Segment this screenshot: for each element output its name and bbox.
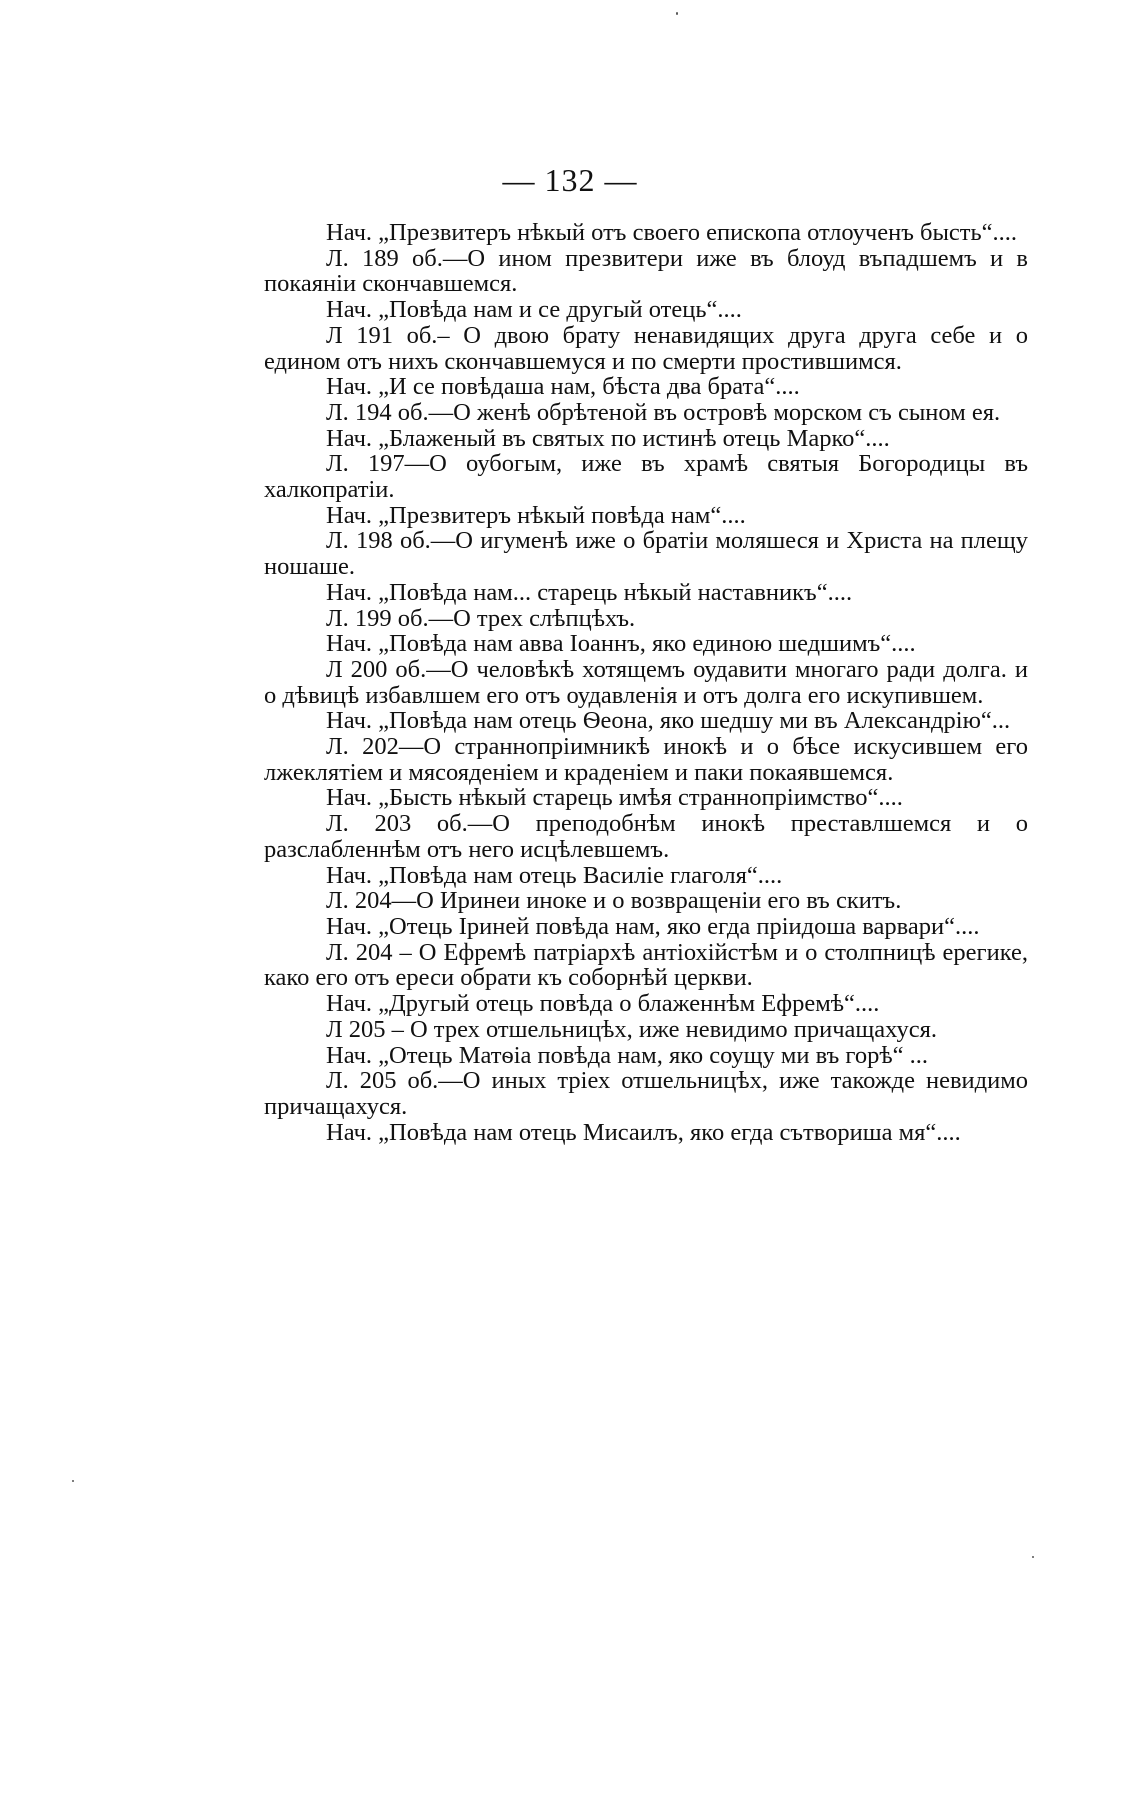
- paragraph: Л. 204 – О Ефремѣ патріархѣ антіохійстѣм и о столпницѣ ерегике, како его отъ ереси обрати къ соборнѣй церкви.: [264, 938, 1028, 992]
- paragraph: Нач. „Отець Іриней повѣда нам, яко егда пріидоша варвари“....: [326, 912, 980, 940]
- paragraph: Л. 202—О страннопріимникѣ инокѣ и о бѣсе искусившем его лжеклятіем и мясояденіем и краденіем и паки покаявшемся.: [264, 733, 1028, 786]
- paragraph: Л. 203 об.—О преподобнѣм инокѣ преставлшемся и о разслабленнѣм отъ него исцѣлевшемъ.: [264, 810, 1028, 863]
- scan-speck: [676, 12, 678, 15]
- paragraph: Л. 205 об.—О иных тріех отшельницѣх, иже такожде невидимо причащахуся.: [264, 1067, 1028, 1120]
- paragraph: Л. 194 об.—О женѣ обрѣтеной въ островѣ морском съ сыном ея.: [326, 398, 1001, 426]
- paragraph: Нач. „Повѣда нам... старець нѣкый наставникъ“....: [326, 578, 853, 606]
- paragraph: Нач. „Бысть нѣкый старець имѣя страннопріимство“....: [326, 784, 903, 812]
- page-number: — 132 —: [502, 162, 638, 198]
- scan-speck: [72, 1480, 74, 1482]
- paragraph: Нач. „Повѣда нам и се другый отець“....: [326, 296, 742, 324]
- paragraph: Нач. „Другый отець повѣда о блаженнѣм Ефремѣ“....: [326, 990, 880, 1018]
- paragraph: Нач. „Блаженый въ святых по истинѣ отець Марко“....: [326, 424, 890, 452]
- paragraph: Л. 197—О оубогым, иже въ храмѣ святыя Богородицы въ халкопратіи.: [264, 450, 1028, 504]
- paragraph: Нач. „Отець Матѳіа повѣда нам, яко соущу ми въ горѣ“ ...: [326, 1041, 929, 1069]
- paragraph: Нач. „Презвитеръ нѣкый повѣда нам“....: [326, 501, 746, 529]
- paragraph: Л 200 об.—О человѣкѣ хотящемъ оудавити многаго ради долга. и о дѣвицѣ избавлшем его отъ оудавленія и отъ долга его искупившем.: [264, 655, 1028, 709]
- paragraph: Нач. „Повѣда нам отець Василіе глаголя“....: [326, 861, 783, 889]
- paragraph: Л. 199 об.—О трех слѣпцѣхъ.: [326, 604, 636, 632]
- paragraph: Нач. „И се повѣдаша нам, бѣста два брата“....: [326, 373, 800, 401]
- body-text: [264, 220, 1028, 1145]
- paragraph: Нач. „Повѣда нам отець Мисаилъ, яко егда сътвориша мя“....: [326, 1118, 961, 1146]
- paragraph: Нач. „Повѣда нам авва Іоаннъ, яко единою шедшимъ“....: [326, 630, 916, 658]
- paragraph: Л. 198 об.—О игуменѣ иже о братіи моляшеся и Христа на плещу ношаше.: [264, 527, 1028, 581]
- paragraph: Л. 204—О Иринеи иноке и о возвращеніи его въ скитъ.: [326, 887, 902, 915]
- scan-speck: [1032, 1556, 1034, 1558]
- paragraph: Л 191 об.– О двою брату ненавидящих друга друга себе и о едином отъ нихъ скончавшемуся и по смерти простившимся.: [264, 321, 1028, 375]
- paragraph: Нач. „Презвитеръ нѣкый отъ своего епископа отлоученъ бысть“....: [326, 219, 1018, 246]
- paragraph: Л 205 – О трех отшельницѣх, иже невидимо причащахуся.: [326, 1015, 937, 1043]
- paragraph: Нач. „Повѣда нам отець Ѳеона, яко шедшу ми въ Александрію“...: [326, 707, 1011, 735]
- paragraph: Л. 189 об.—О ином презвитери иже въ блоуд въпадшемъ и в покаяніи скончавшемся.: [264, 244, 1028, 298]
